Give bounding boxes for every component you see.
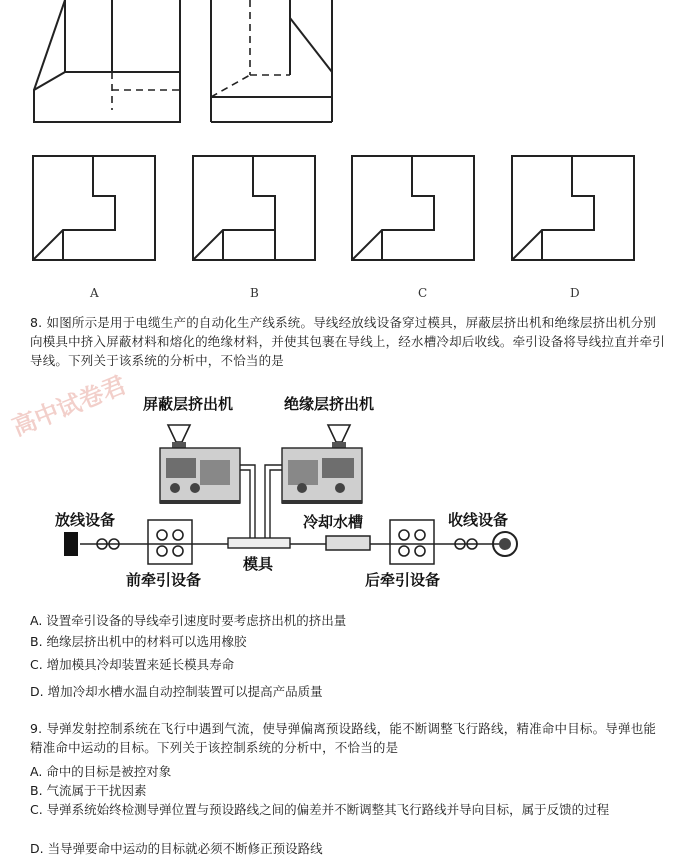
option-view-c: [352, 156, 474, 260]
option-label-d: D: [570, 286, 580, 300]
option-label-a: A: [90, 286, 99, 300]
label-payoff: 放线设备: [55, 511, 116, 529]
front-puller-icon: [148, 520, 192, 564]
option-view-b: [193, 156, 315, 260]
label-cooling-tank: 冷却水槽: [303, 513, 364, 531]
shield-extruder-icon: [160, 425, 240, 504]
option-view-d: [512, 156, 634, 260]
rear-puller-icon: [390, 520, 434, 564]
question-9-stem: 9. 导弹发射控制系统在飞行中遇到气流，使导弹偏离预设路线，能不断调整飞行路线，精准命中目标。导弹也能精准命中运动的目标。下列关于该控制系统的分析中，不恰当的是: [30, 721, 657, 755]
option-label-b: B: [250, 286, 259, 300]
label-insulation-extruder: 绝缘层挤出机: [284, 395, 375, 413]
q9-option-a[interactable]: A. 命中的目标是被控对象: [30, 764, 172, 779]
label-front-puller: 前牵引设备: [126, 571, 202, 589]
front-view-left: [34, 0, 180, 122]
q9-option-d[interactable]: D. 当导弹要命中运动的目标就必须不断修正预设路线: [30, 841, 323, 856]
label-shield-extruder: 屏蔽层挤出机: [143, 395, 234, 413]
cable-production-diagram: [50, 420, 610, 570]
top-views-figure: [0, 0, 692, 130]
label-die: 模具: [243, 555, 274, 573]
side-view-right: [211, 0, 332, 122]
insulation-extruder-icon: [282, 425, 362, 504]
watermark: 高中试卷君: [8, 370, 130, 442]
option-label-c: C: [418, 286, 428, 300]
q8-option-b[interactable]: B. 绝缘层挤出机中的材料可以选用橡胶: [30, 634, 247, 649]
option-views-figure: [0, 148, 692, 268]
q9-option-c[interactable]: C. 导弹系统始终检测导弹位置与预设路线之间的偏差并不断调整其飞行路线并导向目标，属于反馈的过程: [30, 802, 610, 817]
q8-option-c[interactable]: C. 增加模具冷却装置来延长模具寿命: [30, 657, 235, 672]
die-icon: [228, 538, 290, 548]
question-8-stem: 8. 如图所示是用于电缆生产的自动化生产线系统。导线经放线设备穿过模具，屏蔽层挤出机和绝缘层挤出机分别向模具中挤入屏蔽材料和熔化的绝缘材料，并使其包裹在导线上，经水槽冷却后收线。牵引设备将导线拉直并牵引导线。下列关于该系统的分析中，不恰当的是: [30, 315, 666, 368]
label-takeup: 收线设备: [448, 511, 509, 529]
cooling-tank-icon: [326, 536, 370, 550]
option-view-a: [33, 156, 155, 260]
q8-option-d[interactable]: D. 增加冷却水槽水温自动控制装置可以提高产品质量: [30, 684, 323, 699]
label-rear-puller: 后牵引设备: [365, 571, 441, 589]
q9-option-b[interactable]: B. 气流属于干扰因素: [30, 783, 147, 798]
payoff-spool-icon: [64, 532, 78, 556]
q8-option-a[interactable]: A. 设置牵引设备的导线牵引速度时要考虑挤出机的挤出量: [30, 613, 347, 628]
